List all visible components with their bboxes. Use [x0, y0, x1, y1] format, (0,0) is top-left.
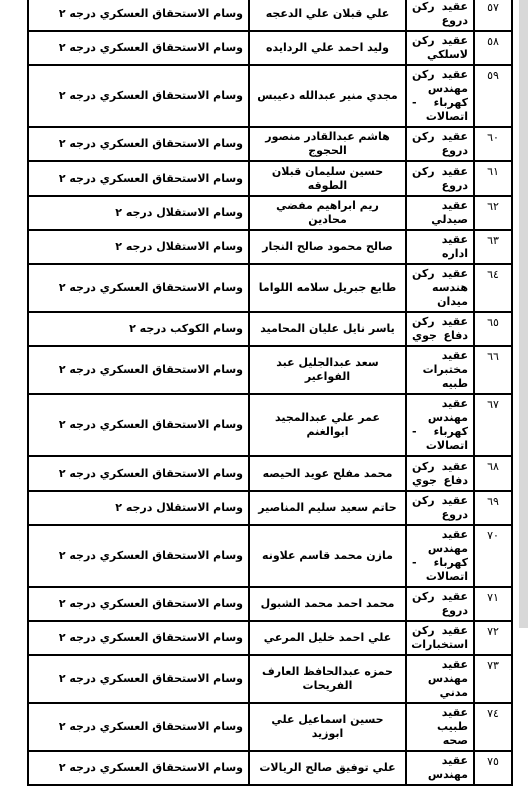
table-row — [28, 312, 512, 346]
name-cell: صالح محمود صالح النجار — [249, 230, 406, 264]
name-cell: حاتم سعيد سليم المناصير — [249, 491, 406, 525]
medal-cell: وسام الاستحقاق العسكري درجه ٢ — [28, 525, 249, 587]
medal-cell: وسام الاستحقاق العسكري درجه ٢ — [28, 264, 249, 312]
name-cell: ياسر نايل عليان المحاميد — [249, 312, 406, 346]
rank-cell: عقيد ركن دروع — [406, 0, 474, 31]
rank-cell: عقيد ركن دروع — [406, 491, 474, 525]
rank-cell: عقيد مهندس مدني — [406, 655, 474, 703]
medal-cell: وسام الاستحقاق العسكري درجه ٢ — [28, 456, 249, 491]
name-cell: عمر علي عبدالمجيد ابوالغنم — [249, 394, 406, 456]
name-cell: علي توفيق صالح الريالات — [249, 751, 406, 785]
name-cell: مازن محمد قاسم علاونه — [249, 525, 406, 587]
rank-cell: عقيد ركن هندسه ميدان — [406, 264, 474, 312]
name-cell: حسين سليمان قبلان الطوقه — [249, 161, 406, 196]
row-number: ٦٠ — [474, 127, 512, 161]
rank-cell: عقيد مختبرات طبيه — [406, 346, 474, 394]
table-row — [28, 230, 512, 264]
rank-cell: عقيد ركن دفاع جوي — [406, 312, 474, 346]
name-cell: سعد عبدالجليل عبد الفواعير — [249, 346, 406, 394]
name-cell: حمزه عبدالحافظ العارف الفريحات — [249, 655, 406, 703]
medal-cell: وسام الاستحقاق العسكري درجه ٢ — [28, 655, 249, 703]
table-row — [28, 0, 512, 31]
medal-cell: وسام الاستقلال درجه ٢ — [28, 491, 249, 525]
table-row — [28, 525, 512, 587]
name-cell: هاشم عبدالقادر منصور الحجوج — [249, 127, 406, 161]
name-cell: حسين اسماعيل علي ابوزيد — [249, 703, 406, 751]
rank-cell: عقيد ركن مهندس كهرباء - اتصالات — [406, 65, 474, 127]
row-number: ٥٧ — [474, 0, 512, 31]
medal-cell: وسام الاستحقاق العسكري درجه ٢ — [28, 703, 249, 751]
rank-cell: عقيد ركن استخبارات — [406, 621, 474, 655]
row-number: ٦٢ — [474, 196, 512, 230]
medal-cell: وسام الاستقلال درجه ٢ — [28, 196, 249, 230]
name-cell: علي قبلان علي الدعجه — [249, 0, 406, 31]
scrollbar[interactable] — [519, 0, 528, 628]
rank-cell: عقيد ركن دروع — [406, 587, 474, 621]
medal-cell: وسام الاستحقاق العسكري درجه ٢ — [28, 621, 249, 655]
medal-cell: وسام الاستحقاق العسكري درجه ٢ — [28, 65, 249, 127]
rank-cell: عقيد مهندس كهرباء - اتصالات — [406, 394, 474, 456]
rank-cell: عقيد مهندس — [406, 751, 474, 785]
medal-cell: وسام الاستحقاق العسكري درجه ٢ — [28, 161, 249, 196]
table-row — [28, 491, 512, 525]
row-number: ٧٣ — [474, 655, 512, 703]
row-number: ٦٣ — [474, 230, 512, 264]
rank-cell: عقيد ركن دروع — [406, 161, 474, 196]
row-number: ٧٤ — [474, 703, 512, 751]
honors-table — [27, 0, 513, 786]
row-number: ٥٨ — [474, 31, 512, 65]
row-number: ٥٩ — [474, 65, 512, 127]
rank-cell: عقيد ركن لاسلكي — [406, 31, 474, 65]
row-number: ٧٢ — [474, 621, 512, 655]
medal-cell: وسام الاستقلال درجه ٢ — [28, 230, 249, 264]
table-row — [28, 621, 512, 655]
row-number: ٧٠ — [474, 525, 512, 587]
table-row — [28, 127, 512, 161]
name-cell: طايع جبريل سلامه اللواما — [249, 264, 406, 312]
medal-cell: وسام الاستحقاق العسكري درجه ٢ — [28, 346, 249, 394]
honors-table-body — [28, 0, 512, 785]
table-row — [28, 31, 512, 65]
row-number: ٦٨ — [474, 456, 512, 491]
rank-cell: عقيد طبيب صحه — [406, 703, 474, 751]
row-number: ٦٧ — [474, 394, 512, 456]
table-row — [28, 587, 512, 621]
rank-cell: عقيد صيدلي — [406, 196, 474, 230]
table-row — [28, 264, 512, 312]
medal-cell: وسام الاستحقاق العسكري درجه ٢ — [28, 394, 249, 456]
row-number: ٦٤ — [474, 264, 512, 312]
rank-cell: عقيد ركن دفاع جوي — [406, 456, 474, 491]
table-row — [28, 161, 512, 196]
row-number: ٧٥ — [474, 751, 512, 785]
name-cell: محمد احمد محمد الشبول — [249, 587, 406, 621]
row-number: ٦٥ — [474, 312, 512, 346]
name-cell: محمد مفلح عويد الحيصه — [249, 456, 406, 491]
rank-cell: عقيد مهندس كهرباء - اتصالات — [406, 525, 474, 587]
table-row — [28, 703, 512, 751]
name-cell: مجدي منير عبدالله دعيبس — [249, 65, 406, 127]
medal-cell: وسام الكوكب درجه ٢ — [28, 312, 249, 346]
rank-cell: عقيد اداره — [406, 230, 474, 264]
table-row — [28, 196, 512, 230]
medal-cell: وسام الاستحقاق العسكري درجه ٢ — [28, 587, 249, 621]
table-row — [28, 751, 512, 785]
name-cell: علي احمد خليل المرعي — [249, 621, 406, 655]
table-row — [28, 655, 512, 703]
row-number: ٦٦ — [474, 346, 512, 394]
table-row — [28, 346, 512, 394]
table-row — [28, 456, 512, 491]
medal-cell: وسام الاستحقاق العسكري درجه ٢ — [28, 127, 249, 161]
rank-cell: عقيد ركن دروع — [406, 127, 474, 161]
medal-cell: وسام الاستحقاق العسكري درجه ٢ — [28, 0, 249, 31]
table-row — [28, 394, 512, 456]
name-cell: وليد احمد علي الردايده — [249, 31, 406, 65]
row-number: ٦١ — [474, 161, 512, 196]
table-row — [28, 65, 512, 127]
medal-cell: وسام الاستحقاق العسكري درجه ٢ — [28, 31, 249, 65]
name-cell: ريم ابراهيم مفضي محادين — [249, 196, 406, 230]
row-number: ٧١ — [474, 587, 512, 621]
row-number: ٦٩ — [474, 491, 512, 525]
medal-cell: وسام الاستحقاق العسكري درجه ٢ — [28, 751, 249, 785]
